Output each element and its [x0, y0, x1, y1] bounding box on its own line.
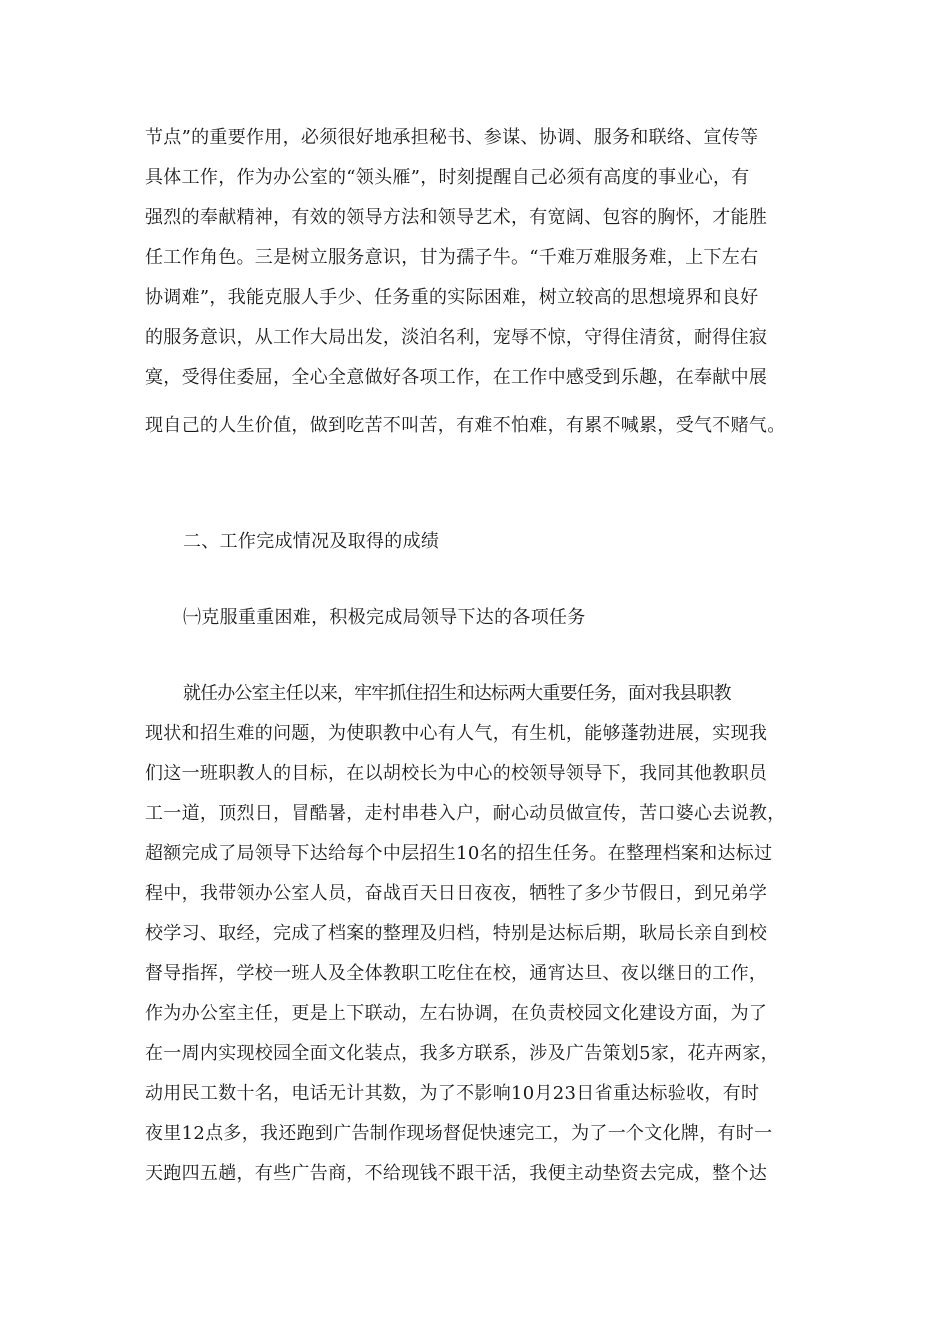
paragraph-line: 动用民工数十名，电话无计其数，为了不影响10月23日省重达标验收，有时 [145, 1083, 760, 1104]
paragraph-line: 现自己的人生价值，做到吃苦不叫苦，有难不怕难，有累不喊累，受气不赌气。 [145, 415, 786, 436]
paragraph-line: 督导指挥，学校一班人及全体教职工吃住在校，通宵达旦、夜以继日的工作， [145, 963, 768, 984]
paragraph-line: 们这一班职教人的目标，在以胡校长为中心的校领导领导下，我同其他教职员 [145, 763, 768, 784]
paragraph-line: 天跑四五趟，有些广告商，不给现钱不跟干活，我便主动垫资去完成，整个达 [145, 1163, 768, 1184]
paragraph-line: 具体工作，作为办公室的“领头雁”，时刻提醒自己必须有高度的事业心，有 [145, 167, 750, 188]
paragraph-line: 工一道，顶烈日，冒酷暑，走村串巷入户，耐心动员做宣传，苦口婆心去说教， [145, 803, 786, 824]
paragraph-line: 的服务意识，从工作大局出发，淡泊名利，宠辱不惊，守得住清贫，耐得住寂 [145, 327, 768, 348]
paragraph-line: 强烈的奉献精神，有效的领导方法和领导艺术，有宽阔、包容的胸怀，才能胜 [145, 207, 768, 228]
paragraph-line: 超额完成了局领导下达给每个中层招生10名的招生任务。在整理档案和达标过 [145, 843, 773, 864]
paragraph-line: 校学习、取经，完成了档案的整理及归档，特别是达标后期，耿局长亲自到校 [145, 923, 768, 944]
paragraph-line: 在一周内实现校园全面文化装点，我多方联系，涉及广告策划5家，花卉两家， [145, 1043, 779, 1064]
section-heading: 二、工作完成情况及取得的成绩 [183, 531, 440, 552]
sub-heading: ㈠克服重重困难，积极完成局领导下达的各项任务 [183, 607, 586, 628]
paragraph-line: 就任办公室主任以来，牢牢抓住招生和达标两大重要任务，面对我县职教 [183, 683, 731, 704]
paragraph-line: 任工作角色。三是树立服务意识，甘为孺子牛。“千难万难服务难，上下左右 [145, 247, 759, 268]
paragraph-line: 节点”的重要作用，必须很好地承担秘书、参谋、协调、服务和联络、宣传等 [145, 127, 759, 148]
paragraph-line: 夜里12点多，我还跑到广告制作现场督促快速完工，为了一个文化牌，有时一 [145, 1123, 773, 1144]
paragraph-line: 协调难”，我能克服人手少、任务重的实际困难，树立较高的思想境界和良好 [145, 287, 759, 308]
paragraph-line: 现状和招生难的问题，为使职教中心有人气，有生机，能够蓬勃进展，实现我 [145, 723, 768, 744]
paragraph-line: 寞，受得住委屈，全心全意做好各项工作，在工作中感受到乐趣，在奉献中展 [145, 367, 768, 388]
paragraph-line: 程中，我带领办公室人员，奋战百天日日夜夜，牺牲了多少节假日，到兄弟学 [145, 883, 768, 904]
paragraph-line: 作为办公室主任，更是上下联动，左右协调，在负责校园文化建设方面，为了 [145, 1003, 768, 1024]
